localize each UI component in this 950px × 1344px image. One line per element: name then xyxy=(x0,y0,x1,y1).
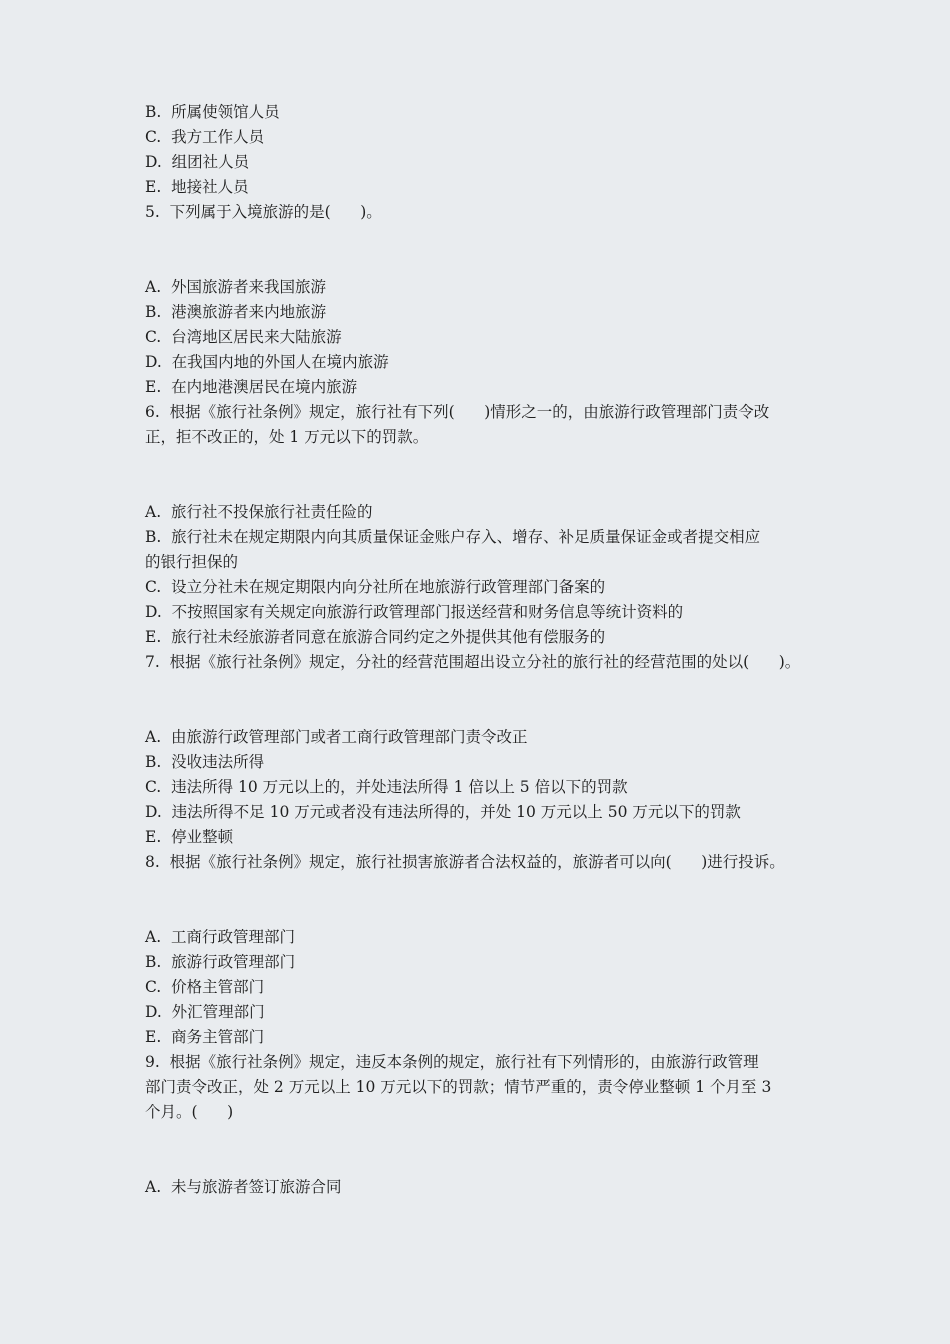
q7-option-d: D. 违法所得不足 10 万元或者没有违法所得的，并处 10 万元以上 50 万元以下的罚款 xyxy=(145,803,741,821)
q9-option-a: A. 未与旅游者签订旅游合同 xyxy=(145,1178,342,1196)
q6-option-e: E. 旅行社未经旅游者同意在旅游合同约定之外提供其他有偿服务的 xyxy=(145,628,606,646)
q7-option-b: B. 没收违法所得 xyxy=(145,753,265,771)
answer-space xyxy=(145,875,810,925)
question-9-line-2: 部门责令改正，处 2 万元以上 10 万元以下的罚款；情节严重的，责令停业整顿 1 个月至 3 xyxy=(145,1078,772,1096)
q6-option-a: A. 旅行社不投保旅行社责任险的 xyxy=(145,503,373,521)
document-content xyxy=(145,100,810,1200)
q5-option-e: E. 在内地港澳居民在境内旅游 xyxy=(145,378,358,396)
option-c: C. 我方工作人员 xyxy=(145,128,265,146)
q7-option-a: A. 由旅游行政管理部门或者工商行政管理部门责令改正 xyxy=(145,728,528,746)
q8-option-b: B. 旅游行政管理部门 xyxy=(145,953,296,971)
option-d: D. 组团社人员 xyxy=(145,153,250,171)
q7-option-e: E. 停业整顿 xyxy=(145,828,234,846)
q8-option-d: D. 外汇管理部门 xyxy=(145,1003,265,1021)
question-6-line-2: 正，拒不改正的，处 1 万元以下的罚款。 xyxy=(145,428,429,446)
q5-option-d: D. 在我国内地的外国人在境内旅游 xyxy=(145,353,389,371)
question-8: 8. 根据《旅行社条例》规定，旅行社损害旅游者合法权益的，旅游者可以向( )进行投诉。 xyxy=(145,853,785,871)
q8-option-a: A. 工商行政管理部门 xyxy=(145,928,295,946)
question-9-line-1: 9. 根据《旅行社条例》规定，违反本条例的规定，旅行社有下列情形的，由旅游行政管理 xyxy=(145,1053,759,1071)
q5-option-b: B. 港澳旅游者来内地旅游 xyxy=(145,303,327,321)
q8-option-e: E. 商务主管部门 xyxy=(145,1028,265,1046)
question-9-line-3: 个月。( ) xyxy=(145,1103,234,1121)
answer-space xyxy=(145,225,810,275)
answer-space xyxy=(145,1125,810,1175)
option-b: B. 所属使领馆人员 xyxy=(145,103,280,121)
q6-option-b: B. 旅行社未在规定期限内向其质量保证金账户存入、增存、补足质量保证金或者提交相应 xyxy=(145,528,761,546)
q5-option-c: C. 台湾地区居民来大陆旅游 xyxy=(145,328,342,346)
option-e: E. 地接社人员 xyxy=(145,178,249,196)
question-6-line-1: 6. 根据《旅行社条例》规定，旅行社有下列( )情形之一的，由旅游行政管理部门责令改 xyxy=(145,403,770,421)
q6-option-c: C. 设立分社未在规定期限内向分社所在地旅游行政管理部门备案的 xyxy=(145,578,606,596)
q5-option-a: A. 外国旅游者来我国旅游 xyxy=(145,278,326,296)
question-7: 7. 根据《旅行社条例》规定，分社的经营范围超出设立分社的旅行社的经营范围的处以( )。 xyxy=(145,653,801,671)
q7-option-c: C. 违法所得 10 万元以上的，并处违法所得 1 倍以上 5 倍以下的罚款 xyxy=(145,778,628,796)
q6-option-d: D. 不按照国家有关规定向旅游行政管理部门报送经营和财务信息等统计资料的 xyxy=(145,603,684,621)
q8-option-c: C. 价格主管部门 xyxy=(145,978,265,996)
answer-space xyxy=(145,450,810,500)
q6-option-b-cont: 的银行担保的 xyxy=(145,553,239,571)
question-5: 5. 下列属于入境旅游的是( )。 xyxy=(145,203,382,221)
answer-space xyxy=(145,675,810,725)
